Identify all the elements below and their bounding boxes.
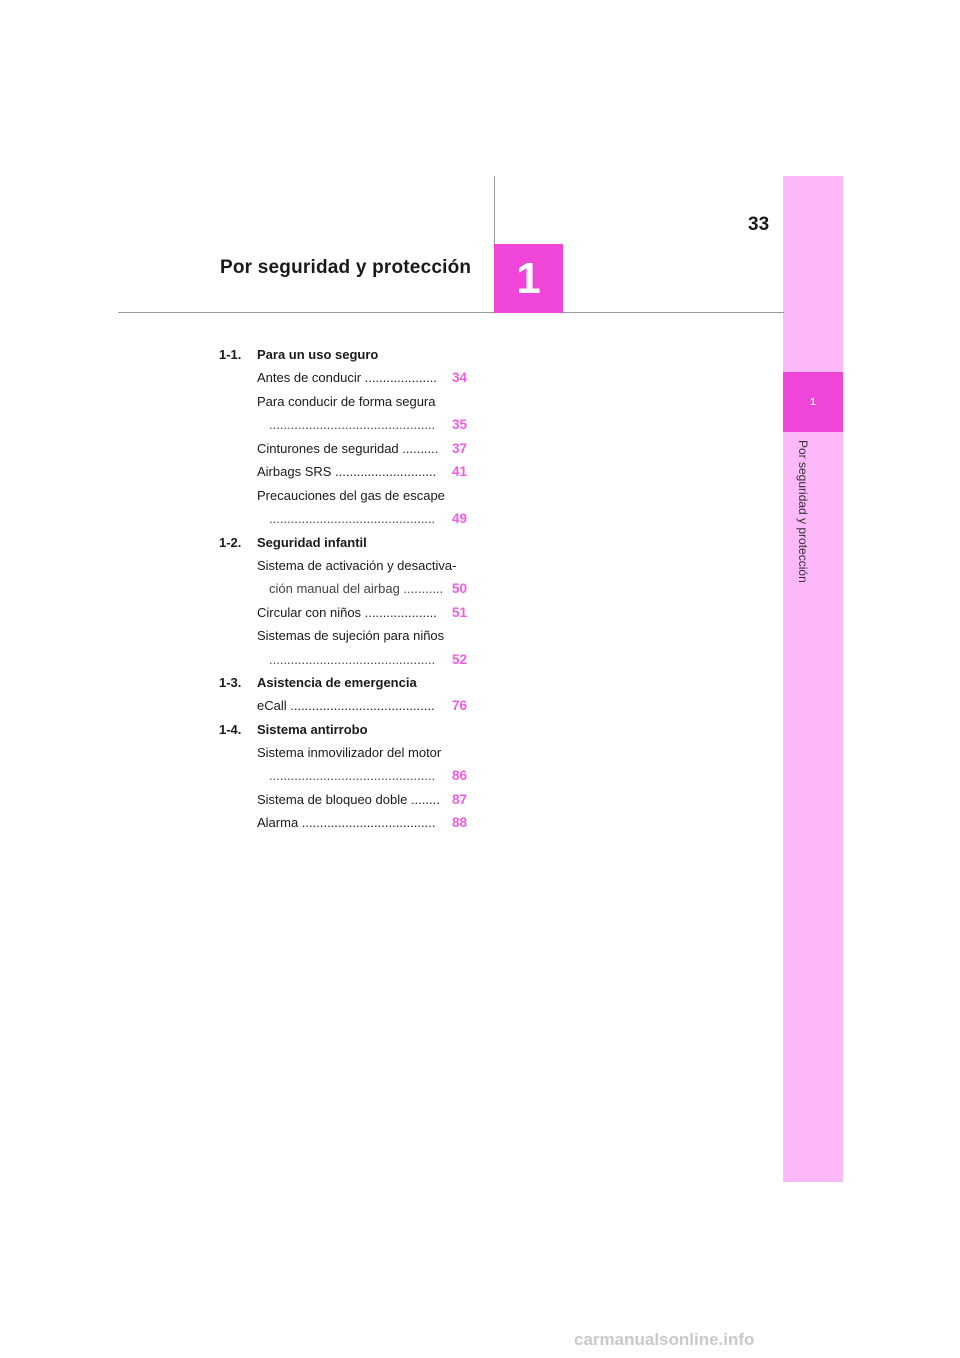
header-horizontal-rule [118,312,784,313]
watermark: carmanualsonline.info [574,1330,755,1349]
toc-entry[interactable] [257,601,467,625]
side-tab-chapter-number[interactable] [783,372,843,432]
toc-entry-title: Airbags SRS ............................ [257,464,437,479]
toc-entry[interactable] [257,484,467,531]
toc-entry[interactable] [257,741,467,788]
toc-entry[interactable] [257,366,467,390]
toc-entry-title: Alarma ..................................... [257,815,436,830]
toc-page-link[interactable]: 88 [450,811,467,835]
toc-entry-continuation: .............................................. [269,511,436,526]
toc-page-link[interactable]: 51 [450,601,467,625]
toc-section-title: Seguridad infantil [257,534,367,550]
toc-section-heading [219,718,469,741]
toc-entry[interactable] [257,694,467,718]
table-of-contents [219,343,469,835]
toc-entry[interactable] [257,437,467,461]
chapter-number-badge [494,244,563,313]
toc-page-link[interactable]: 50 [450,577,467,601]
toc-section-number: 1-1. [219,347,242,362]
toc-entry-title: Cinturones de seguridad .......... [257,440,439,456]
toc-entry-title: Antes de conducir .................... [257,370,437,385]
toc-entry-continuation: ción manual del airbag ........... [269,581,444,596]
toc-section-number: 1-4. [219,721,242,737]
toc-entry-title: Precauciones del gas de escape [257,487,445,503]
toc-entry-title: Para conducir de forma segura [257,393,436,409]
toc-section-number: 1-2. [219,534,242,550]
toc-entry-continuation: .............................................. [269,768,436,783]
toc-entry-title: Sistema de activación y desactiva- [257,557,457,573]
toc-section-heading [219,671,469,694]
toc-section-title: Sistema antirrobo [257,721,368,737]
toc-page-link[interactable]: 87 [450,788,467,812]
toc-page-link[interactable]: 35 [450,413,467,437]
toc-entry[interactable] [257,624,467,671]
toc-page-link[interactable]: 76 [450,694,467,718]
toc-entry[interactable] [257,390,467,437]
toc-section-heading [219,531,469,554]
toc-page-link[interactable]: 52 [450,648,467,672]
toc-entry[interactable] [257,554,467,601]
toc-entry-title: Circular con niños .................... [257,604,437,620]
side-tab-number: 1 [810,396,816,408]
toc-entry-title: Sistema inmovilizador del motor [257,744,442,760]
toc-entry-title: Sistema de bloqueo doble ........ [257,791,440,807]
toc-section-title: Para un uso seguro [257,347,379,362]
side-tab-label: Por seguridad y protección [796,440,810,583]
toc-entry-title: eCall ........................................ [257,698,435,713]
toc-page-link[interactable]: 49 [450,507,467,531]
toc-entry-continuation: .............................................. [269,417,436,432]
toc-page-link[interactable]: 37 [450,437,467,461]
toc-entry-continuation: .............................................. [269,651,436,667]
chapter-side-tab [783,176,843,1182]
chapter-number: 1 [516,253,541,303]
toc-section-number: 1-3. [219,675,242,690]
toc-page-link[interactable]: 86 [450,764,467,788]
toc-entry[interactable] [257,460,467,484]
toc-page-link[interactable]: 41 [450,460,467,484]
toc-section-title: Asistencia de emergencia [257,675,417,690]
page-number: 33 [748,214,770,235]
toc-page-link[interactable]: 34 [450,366,467,390]
toc-entry[interactable] [257,788,467,812]
toc-entry[interactable] [257,811,467,835]
toc-section-heading [219,343,469,366]
toc-entry-title: Sistemas de sujeción para niños [257,628,445,643]
chapter-title: Por seguridad y protección [220,257,472,278]
